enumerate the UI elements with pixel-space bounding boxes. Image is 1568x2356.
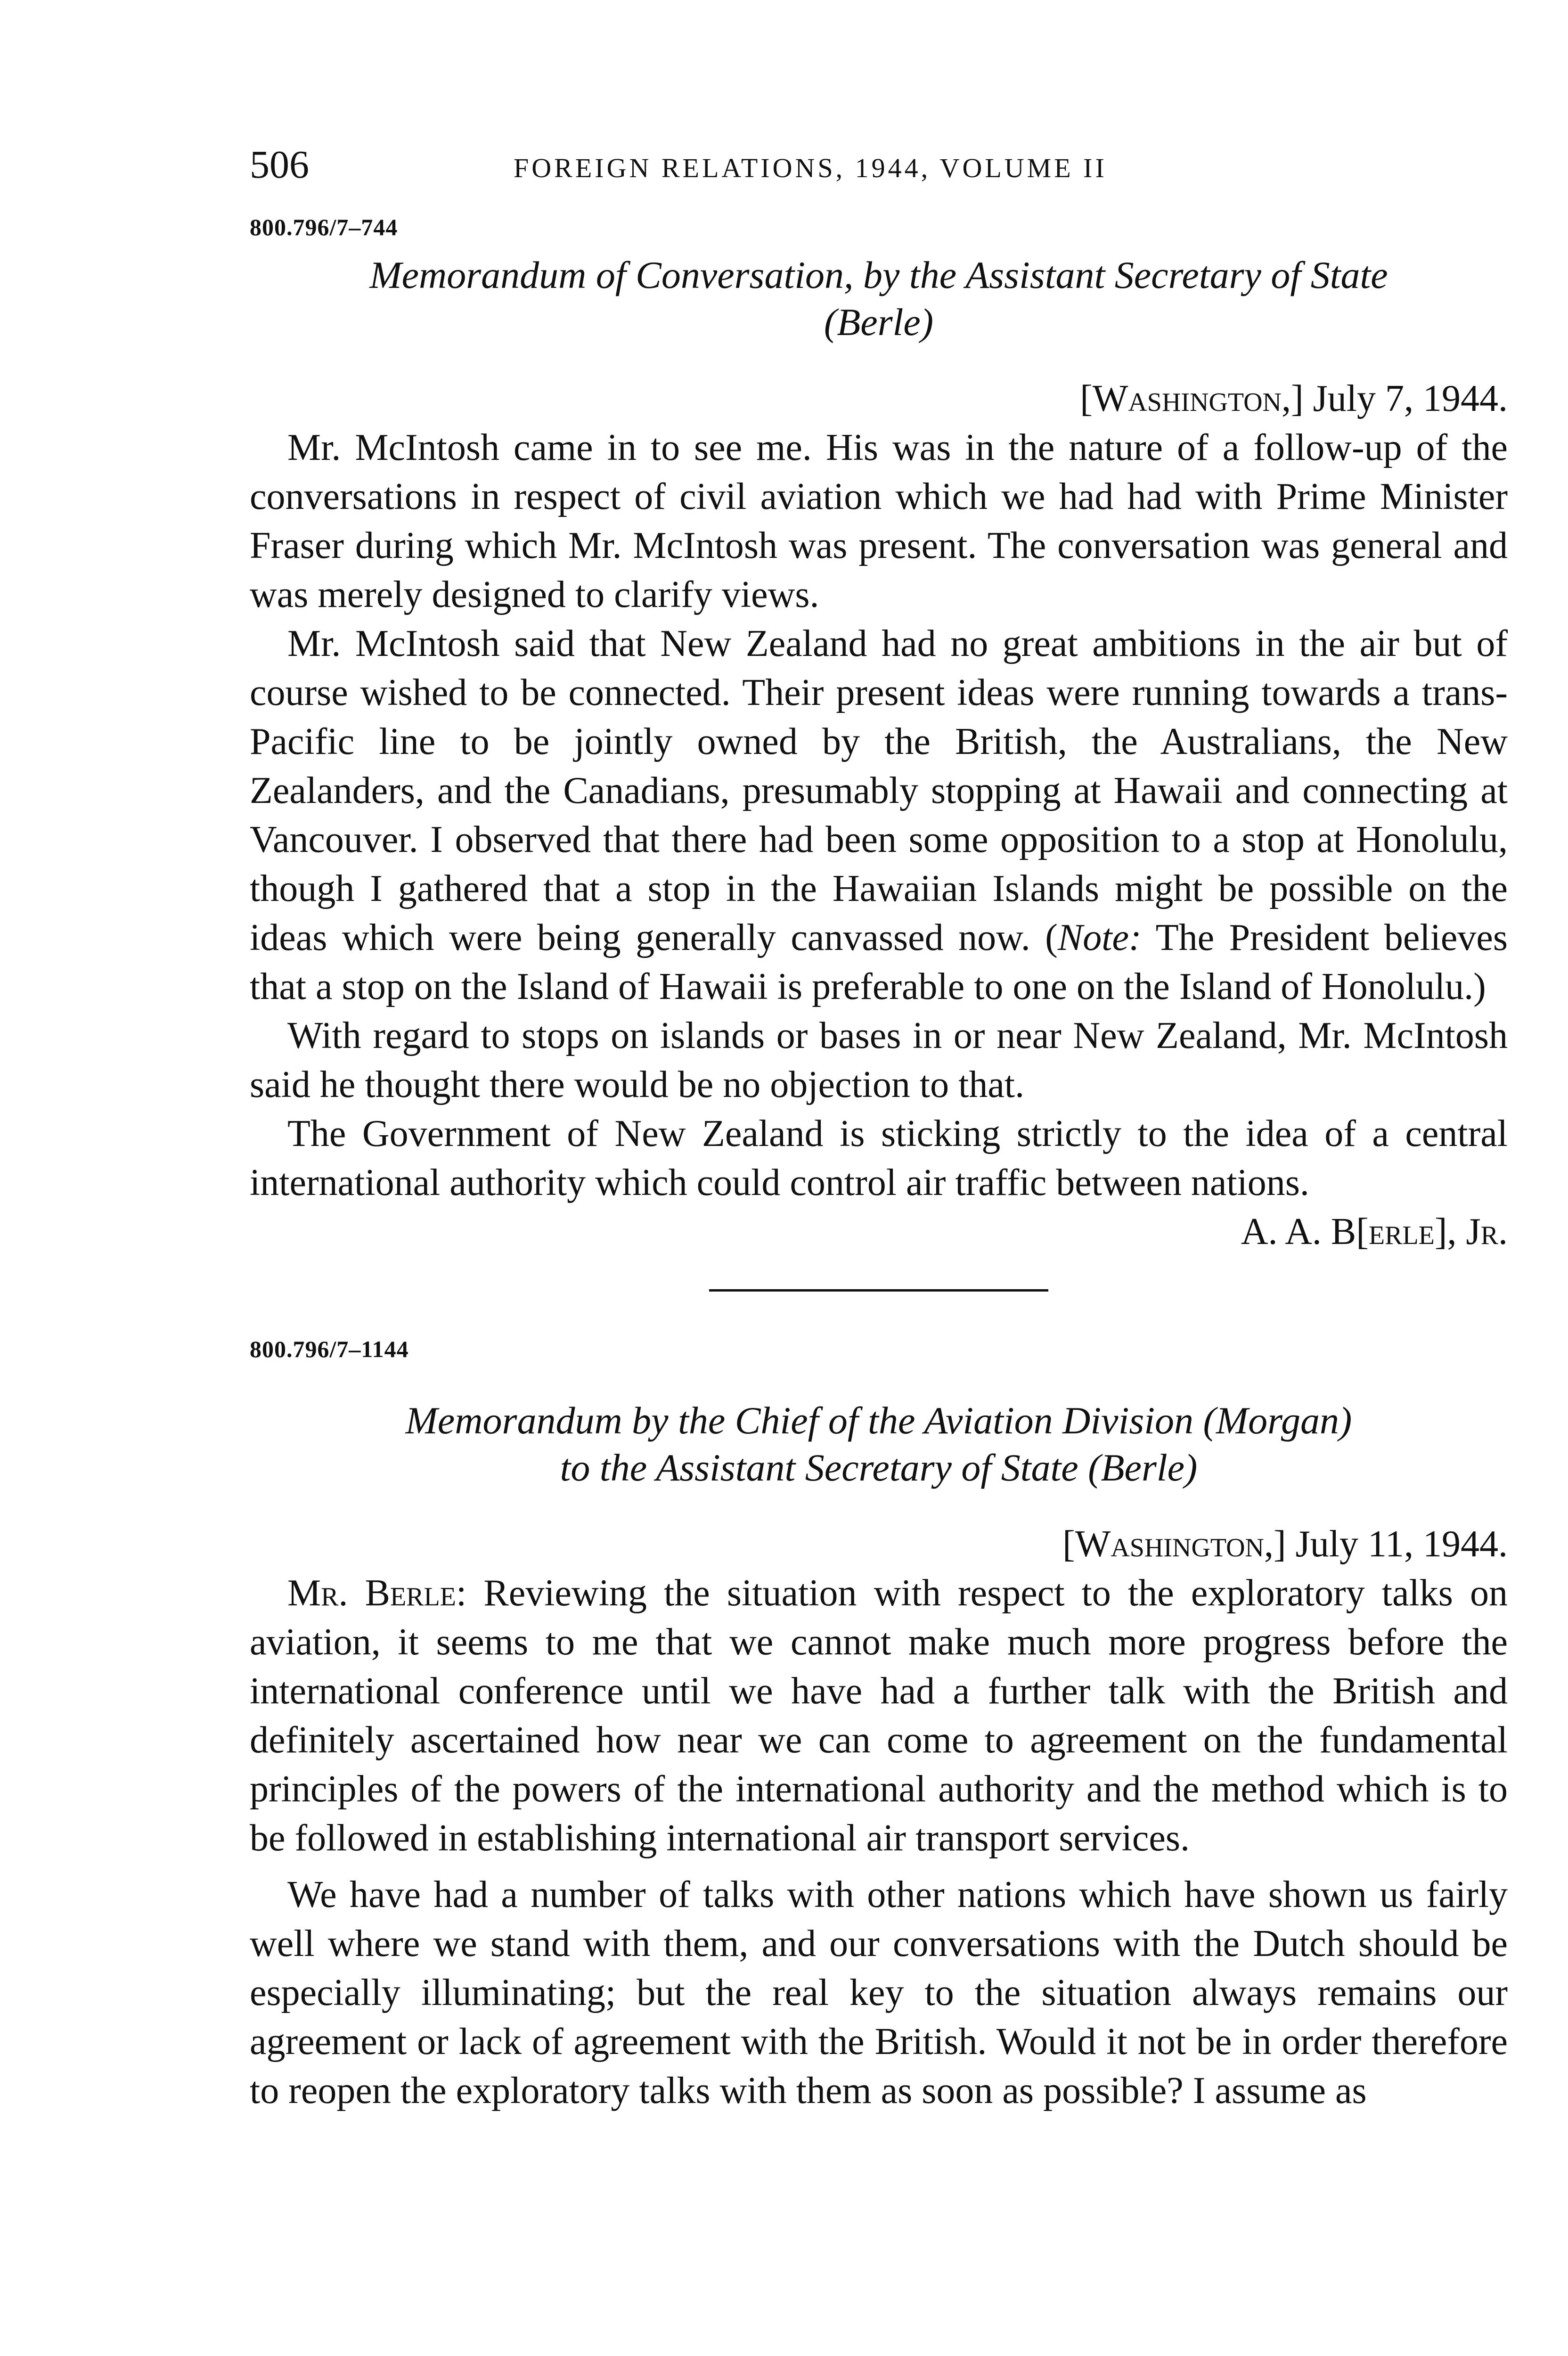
doc1-date: July 7, 1944.: [1313, 378, 1508, 419]
doc1-dateline: [Washington,] July 7, 1944.: [1080, 378, 1508, 419]
doc1-date-place: Washington: [1092, 378, 1282, 419]
doc2-title-line1: Memorandum by the Chief of the Aviation Division (Morgan): [405, 1399, 1352, 1442]
doc1-file-number: 800.796/7–744: [250, 214, 398, 240]
doc1-signature-suffix: Jr.: [1466, 1211, 1508, 1252]
doc2-date: July 11, 1944.: [1295, 1523, 1508, 1565]
doc1-title-line1: Memorandum of Conversation, by the Assistant Secretary of State: [369, 254, 1388, 296]
doc1-title-line2: (Berle): [824, 301, 934, 344]
running-title: FOREIGN RELATIONS, 1944, VOLUME II: [514, 153, 1107, 183]
doc2-file-number: 800.796/7–1144: [250, 1336, 409, 1362]
doc1-signature-initials: A. A. B: [1241, 1211, 1356, 1252]
doc2-paragraph-1: Mr. Berle: Reviewing the situation with respect to the exploratory talks on aviation, it seems to me that we cannot make much more progress before the international conference until we have had a further talk with the British and definitely ascertained how near we can come to agreement on the fundamental principles of the powers of the international authority and the method which is to be followed in establishing international air transport services.: [250, 1572, 1508, 1859]
doc1-paragraph-1: Mr. McIntosh came in to see me. His was in the nature of a follow-up of the conversations in respect of civil aviation which we had had with Prime Minister Fraser during which Mr. McIntosh was present. The conversation was general and was merely designed to clarify views.: [250, 427, 1508, 615]
doc1-note-label: Note:: [1057, 917, 1142, 958]
doc2-date-place: Washington: [1075, 1523, 1264, 1565]
doc1-paragraph-2: Mr. McIntosh said that New Zealand had no great ambitions in the air but of course wished to be connected. Their present ideas were running towards a trans-Pacific line to be jointly owned by the British, the Australians, the New Zealanders, and the Canadians, presumably stopping at Hawaii and connecting at Vancouver. I observed that there had been some opposition to a stop at Honolulu, though I gathered that a stop in the Hawaiian Islands might be possible on the ideas which were being generally canvassed now. (Note: The President believes that a stop on the Island of Hawaii is preferable to one on the Island of Honolulu.): [250, 623, 1508, 1007]
doc1-signature-rest: erle: [1368, 1211, 1435, 1252]
page-number: 506: [250, 143, 309, 187]
document-page: [250, 141, 1508, 2115]
running-head: [250, 141, 1508, 193]
doc2-title-line2: to the Assistant Secretary of State (Berle): [560, 1446, 1198, 1489]
doc1-note-text: The President believes that a stop on the Island of Hawaii is preferable to one on the Island of Honolulu.): [250, 917, 1508, 1007]
doc1-paragraph-2-text: Mr. McIntosh said that New Zealand had no great ambitions in the air but of course wished to be connected. Their present ideas were running towards a trans-Pacific line to be jointly owned by the British, the Australians, the New Zealanders, and the Canadians, presumably stopping at Hawaii and connecting at Vancouver. I observed that there had been some opposition to a stop at Honolulu, though I gathered that a stop in the Hawaiian Islands might be possible on the ideas which were being generally canvassed now.: [250, 623, 1508, 958]
doc2-paragraph-2: We have had a number of talks with other nations which have shown us fairly well where we stand with them, and our conversations with the Dutch should be especially illuminating; but the real key to the situation always remains our agreement or lack of agreement with the British. Would it not be in order therefore to reopen the exploratory talks with them as soon as possible? I assume as: [250, 1874, 1508, 2111]
doc2-paragraph-1-text: Reviewing the situation with respect to the exploratory talks on aviation, it seems to me that we cannot make much more progress before the international conference until we have had a further talk with the British and definitely ascertained how near we can come to agreement on the fundamental principles of the powers of the international authority and the method which is to be followed in establishing international air transport services.: [250, 1572, 1508, 1859]
doc1-paragraph-3: With regard to stops on islands or bases in or near New Zealand, Mr. McIntosh said he thought there would be no objection to that.: [250, 1015, 1508, 1105]
doc1-signature: A. A. B[erle], Jr.: [1241, 1211, 1508, 1252]
doc2-salutation: Mr. Berle: [287, 1572, 456, 1614]
doc1-paragraph-4: The Government of New Zealand is sticking strictly to the idea of a central international authority which could control air traffic between nations.: [250, 1113, 1508, 1203]
doc2-dateline: [Washington,] July 11, 1944.: [1062, 1523, 1508, 1565]
